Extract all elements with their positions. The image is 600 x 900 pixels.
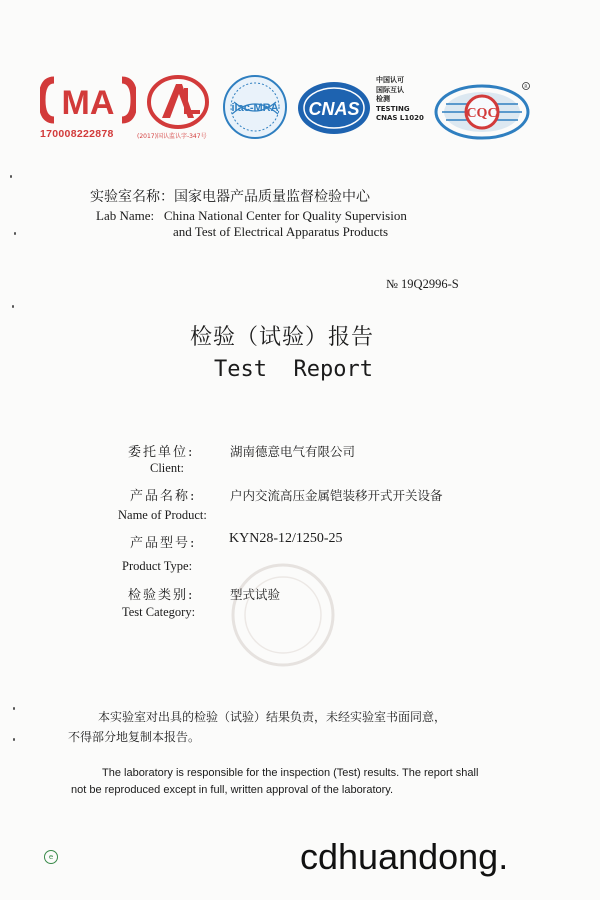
cnas-caption-line: CNAS L1020 [376,114,424,122]
cma-logo [40,74,136,126]
cnas-caption-line: TESTING [376,104,410,113]
scan-speck [14,232,16,235]
cnas-caption-line: 中国认可 [376,76,404,84]
cal-caption: (2017)国认监认字-347号 [137,133,207,140]
product-name-label-en: Name of Product: [118,508,207,522]
scan-speck [12,305,14,308]
scan-speck [13,738,15,741]
scan-speck [10,175,12,178]
disclaimer-cn-line1: 本实验室对出具的检验（试验）结果负责，未经实验室书面同意， [98,710,447,724]
client-value: 湖南德意电气有限公司 [230,444,356,459]
cnas-caption-line: 国际互认 [376,85,404,94]
test-category-label-en: Test Category: [122,605,196,619]
disclaimer-cn-line2: 不得部分地复制本报告。 [68,730,201,744]
cnas-caption [376,76,424,124]
lab-name-en-line2: and Test of Electrical Apparatus Products [173,224,389,239]
test-category-value: 型式试验 [230,587,281,602]
cnas-logo-text: CNAS [308,99,360,119]
ilac-mra-logo [222,74,288,140]
disclaimer-en-line2: not be reproduced except in full, written approval of the laboratory. [71,784,394,796]
product-name-value: 户内交流高压金属铠装移开式开关设备 [230,488,443,503]
product-type-label-cn: 产品型号: [130,536,197,551]
product-type-label-en: Product Type: [122,559,193,573]
faint-stamp-watermark [228,560,338,670]
product-name-label-cn: 产品名称: [130,489,197,504]
svg-text:R: R [524,85,528,90]
lab-name-en: Lab Name: China National Center for Quality Supervision [96,208,407,223]
site-watermark: cdhuandong. [300,836,509,877]
report-number: № 19Q2996-S [386,277,459,291]
lab-name-cn: 实验室名称：国家电器产品质量监督检验中心 [90,189,370,205]
client-label-en: Client: [150,461,185,475]
cal-logo [146,74,210,130]
cqc-logo [432,80,534,140]
disclaimer-en-line1: The laboratory is responsible for the inspection (Test) results. The report shall [102,767,479,779]
product-type-value: KYN28-12/1250-25 [229,531,343,546]
report-title-en: Test Report [214,357,373,382]
cnas-caption-line: 检测 [376,95,390,103]
cma-logo-text: MA [61,84,115,122]
ilac-logo-text: ilac-MRA [231,102,279,114]
report-title-cn: 检验（试验）报告 [190,325,375,350]
cnas-logo [296,80,372,136]
cma-number: 170008222878 [40,128,114,140]
recycle-icon: e [44,850,58,864]
client-label-cn: 委托单位: [128,445,195,460]
test-category-label-cn: 检验类别: [128,588,195,603]
scan-speck [13,707,15,710]
cqc-logo-text: CQC [466,106,498,121]
